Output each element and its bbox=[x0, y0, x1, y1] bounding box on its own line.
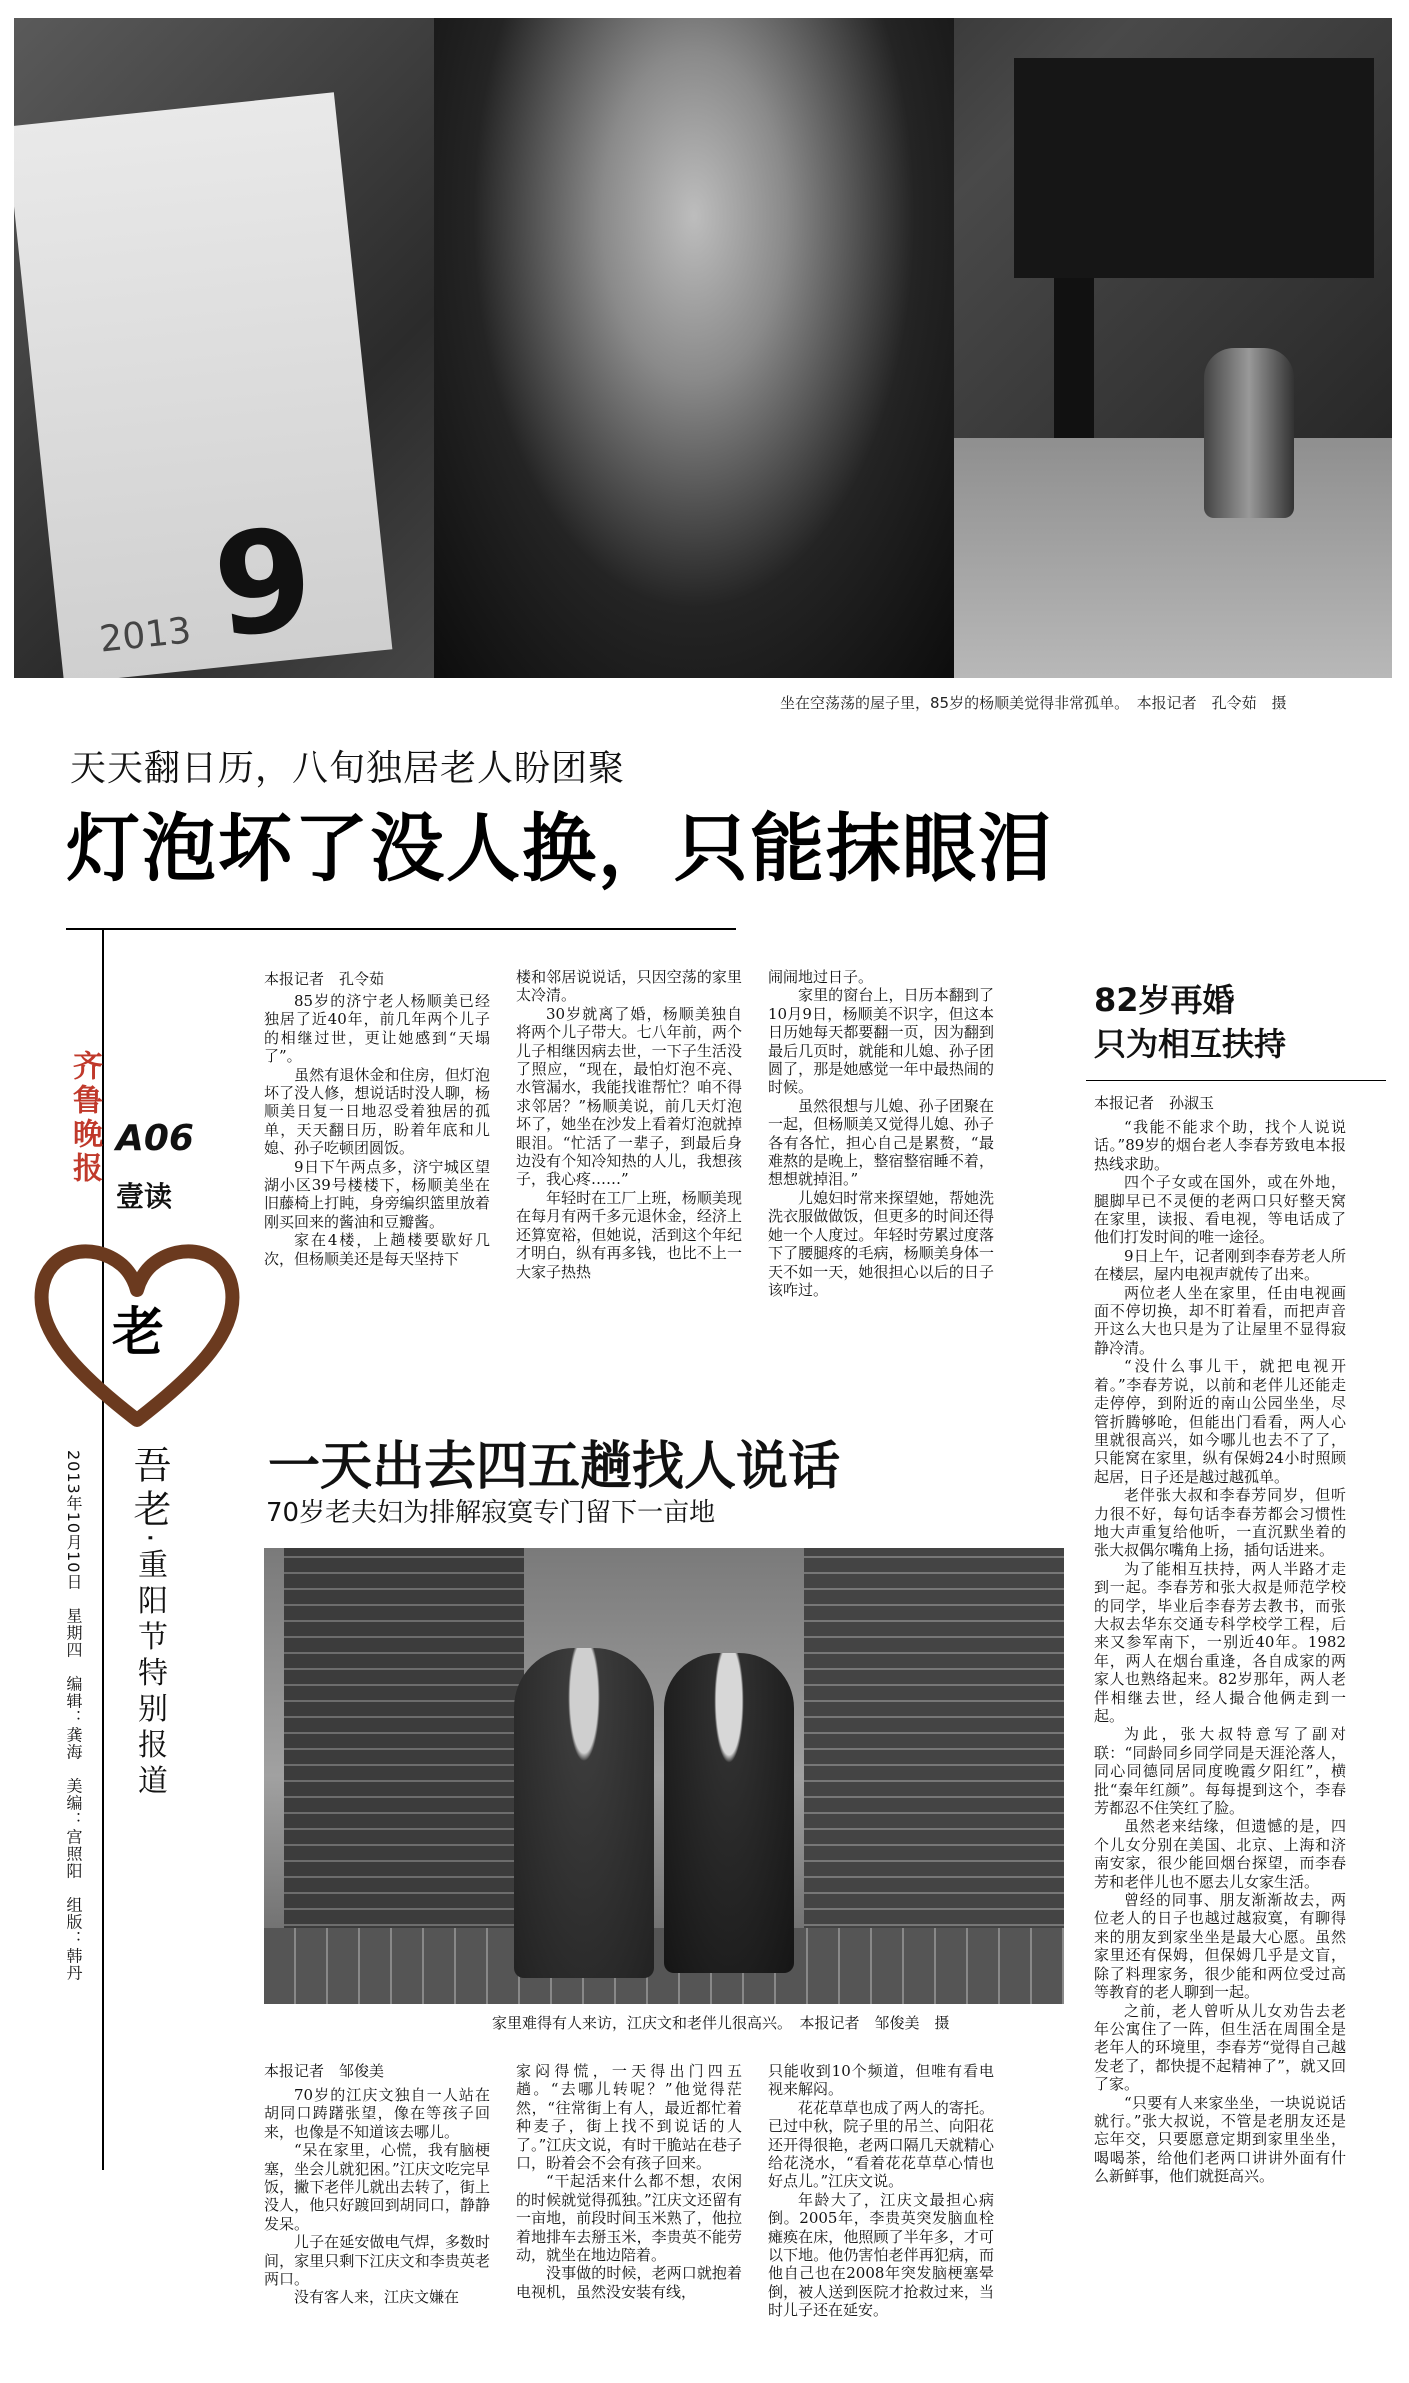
column-title-text: 吾老 bbox=[127, 1445, 171, 1533]
paragraph: 四个子女或在国外，或在外地，腿脚早已不灵便的老两口只好整天窝在家里，读报、看电视，等电话成了他们打发时间的唯一途径。 bbox=[1094, 1173, 1346, 1247]
paragraph: 虽然有退休金和住房，但灯泡坏了没人修，想说话时没人聊，杨顺美日复一日地忍受着独居的孤单，天天翻日历，盼着年底和儿媳、孙子吃顿团圆饭。 bbox=[264, 1065, 490, 1158]
paragraph: 9日上午，记者刚到李春芳老人所在楼层，屋内电视声就传了出来。 bbox=[1094, 1246, 1346, 1284]
column-title bbox=[122, 1445, 177, 1801]
floor-shape bbox=[954, 438, 1392, 678]
calendar-day: 9 bbox=[206, 497, 321, 670]
story2-column-2 bbox=[516, 2062, 742, 2376]
elderly-woman-figure bbox=[664, 1653, 794, 1973]
paragraph: 两位老人坐在家里，任由电视画面不停切换，却不盯着看，而把声音开这么大也只是为了让屋里不显得寂静冷清。 bbox=[1094, 1283, 1346, 1357]
section-name: 壹读 bbox=[116, 1180, 173, 1213]
story1-column-1 bbox=[264, 992, 490, 1342]
story2-column-3 bbox=[768, 2062, 994, 2376]
paragraph: 虽然老来结缘，但遗憾的是，四个儿女分别在美国、北京、上海和济南安家，很少能回烟台探望，而李春芳和老伴儿也不愿去儿女家生活。 bbox=[1094, 1817, 1346, 1891]
paragraph: 没事做的时候，老两口就抱着电视机，虽然没安装有线， bbox=[516, 2264, 742, 2301]
story2-byline: 本报记者 邹俊美 bbox=[264, 2062, 385, 2080]
side-story-headline bbox=[1094, 978, 1286, 1066]
column-subtitle: ·重阳节特别报道 bbox=[132, 1533, 167, 1801]
paragraph: 花花草草也成了两人的寄托。已过中秋，院子里的吊兰、向阳花还开得很艳，老两口隔几天就精心给花浇水，“看着花花草草心情也好点儿。”江庆文说。 bbox=[768, 2098, 994, 2191]
side-story-column bbox=[1094, 1118, 1346, 2373]
paragraph: 之前，老人曾听从儿女劝告去老年公寓住了一阵，但生活在周围全是老年人的环境里，李春芳“觉得自己越发老了，都快提不起精神了”，就又回了家。 bbox=[1094, 2001, 1346, 2094]
headline-rule bbox=[66, 928, 736, 930]
story1-column-2 bbox=[516, 968, 742, 1342]
paragraph: “呆在家里，心慌，我有脑梗塞，坐会儿就犯困。”江庆文吃完早饭，撇下老伴儿就出去转了，街上没人，他只好踱回到胡同口，静静发呆。 bbox=[264, 2141, 490, 2233]
edition-meta: 2013年10月10日 星期四 编辑：龚海 美编：宫照阳 组版：韩丹 bbox=[64, 1450, 83, 1982]
elderly-woman-figure bbox=[434, 18, 954, 678]
story1-byline: 本报记者 孔令茹 bbox=[264, 970, 385, 988]
paragraph: 闹闹地过日子。 bbox=[768, 968, 874, 986]
side-story-byline: 本报记者 孙淑玉 bbox=[1094, 1094, 1215, 1112]
story2-column-1 bbox=[264, 2086, 490, 2376]
paragraph: 虽然很想与儿媳、孙子团聚在一起，但杨顺美又觉得儿媳、孙子各有各忙，担心自己是累赘，“最难熬的是晚上，整宿整宿睡不着，想想就掉泪。” bbox=[768, 1096, 994, 1189]
paragraph: “干起活来什么都不想，农闲的时候就觉得孤独。”江庆文还留有一亩地，前段时间玉米熟了，他拉着地排车去掰玉米，李贵英不能劳动，就坐在地边陪着。 bbox=[516, 2172, 742, 2265]
photo-elderly-couple bbox=[264, 1548, 1064, 2004]
paragraph: 30岁就离了婚，杨顺美独自将两个儿子带大。七八年前，两个儿子相继因病去世，一下子生活没了照应，“现在，最怕灯泡不亮、水管漏水，我能找谁帮忙？咱不得求邻居？”杨顺美说，前几天灯泡坏了，她坐在沙发上看着灯泡就掉眼泪。“忙活了一辈子，到最后身边没有个知冷知热的人儿，我想孩子，我心疼……” bbox=[516, 1004, 742, 1189]
story2-headline: 一天出去四五趟找人说话 bbox=[268, 1437, 841, 1497]
paragraph: 儿子在延安做电气焊，多数时间，家里只剩下江庆文和李贵英老两口。 bbox=[264, 2233, 490, 2289]
calendar-year: 2013 bbox=[97, 610, 194, 661]
paragraph: “没什么事儿干，就把电视开着。”李春芳说，以前和老伴儿还能走走停停，到附近的南山公园坐坐，尽管折腾够呛，但能出门看看，两人心里就很高兴，如今哪儿也去不了了，只能窝在家里，纵有保姆24小时照顾起居，日子还是越过越孤单。 bbox=[1094, 1357, 1346, 1486]
side-story-rule bbox=[1086, 1080, 1386, 1081]
side-headline-line2: 只为相互扶持 bbox=[1094, 1025, 1287, 1063]
story2-subhead: 70岁老夫妇为排解寂寞专门留下一亩地 bbox=[266, 1498, 716, 1528]
paragraph: 9日下午两点多，济宁城区望湖小区39号楼楼下，杨顺美坐在旧藤椅上打盹，身旁编织篮里放着刚买回来的酱油和豆瓣酱。 bbox=[264, 1157, 490, 1231]
paragraph: 家闷得慌，一天得出门四五趟。“去哪儿转呢？”他觉得茫然，“往常街上有人，最近都忙着种麦子，街上找不到说话的人了。”江庆文说，有时干脆站在巷子口，盼着会不会有孩子回来。 bbox=[516, 2062, 742, 2173]
paragraph: 曾经的同事、朋友渐渐故去，两位老人的日子也越过越寂寞，有聊得来的朋友到家坐坐是最大心愿。虽然家里还有保姆，但保姆几乎是文盲，除了料理家务，很少能和两位受过高等教育的老人聊到一起。 bbox=[1094, 1891, 1346, 2002]
calendar-image bbox=[14, 92, 392, 678]
photo-elderly-woman-with-calendar bbox=[14, 18, 1392, 678]
page-number: A06 bbox=[116, 1118, 194, 1159]
heart-center-char: 老 bbox=[112, 1303, 165, 1363]
photo2-caption: 家里难得有人来访，江庆文和老伴儿很高兴。 本报记者 邹俊美 摄 bbox=[492, 2014, 950, 2032]
paragraph: 只能收到10个频道，但唯有看电视来解闷。 bbox=[768, 2062, 994, 2099]
paragraph: 楼和邻居说说话，只因空荡的家里太冷清。 bbox=[516, 968, 742, 1005]
elderly-man-figure bbox=[514, 1648, 654, 1978]
paragraph: 年龄大了，江庆文最担心病倒。2005年，李贵英突发脑血栓瘫痪在床，他照顾了半年多，才可以下地。他仍害怕老伴再犯病，而他自己也在2008年突发脑梗塞晕倒，被人送到医院才抢救过来，当时儿子还在延安。 bbox=[768, 2190, 994, 2320]
paragraph: 没有客人来，江庆文嫌在 bbox=[294, 2288, 460, 2307]
paragraph: “我能不能求个助，找个人说说话。”89岁的烟台老人李春芳致电本报热线求助。 bbox=[1094, 1118, 1346, 1173]
paragraph: 家在4楼，上趟楼要歇好几次，但杨顺美还是每天坚持下 bbox=[264, 1231, 490, 1268]
table-shape bbox=[1014, 58, 1374, 278]
thermos-shape bbox=[1204, 348, 1294, 518]
story1-kicker: 天天翻日历，八旬独居老人盼团聚 bbox=[70, 748, 626, 789]
paragraph: 为了能相互扶持，两人半路才走到一起。李春芳和张大叔是师范学校的同学，毕业后李春芳去教书，而张大叔去华东交通专科学校学工程，后来又参军南下，一别近40年。1982年，两人在烟台重逢，各自成家的两家人也熟络起来。82岁那年，两人老伴相继去世，经人撮合他俩走到一起。 bbox=[1094, 1559, 1346, 1725]
story1-column-3 bbox=[768, 968, 994, 1342]
paragraph: 70岁的江庆文独自一人站在胡同口踌躇张望，像在等孩子回来，也像是不知道该去哪儿。 bbox=[264, 2086, 490, 2141]
paragraph: “只要有人来家坐坐，一块说说话就行。”张大叔说，不管是老朋友还是忘年交，只要愿意定期到家里坐坐，喝喝茶，给他们老两口讲讲外面有什么新鲜事，他们就挺高兴。 bbox=[1094, 2093, 1346, 2186]
paragraph: 家里的窗台上，日历本翻到了10月9日，杨顺美不识字，但这本日历她每天都要翻一页，因为翻到最后几页时，就能和儿媳、孙子团圆了，那是她感觉一年中最热闹的时候。 bbox=[768, 986, 994, 1097]
paragraph: 老伴张大叔和李春芳同岁，但听力很不好，每句话李春芳都会习惯性地大声重复给他听，一直沉默坐着的张大叔偶尔嘴角上扬，插句话进来。 bbox=[1094, 1486, 1346, 1560]
photo1-caption: 坐在空荡荡的屋子里，85岁的杨顺美觉得非常孤单。 本报记者 孔令茹 摄 bbox=[780, 694, 1287, 712]
paragraph: 为此，张大叔特意写了副对联：“同龄同乡同学同是天涯沦落人，同心同德同居同度晚霞夕阳红”，横批“秦年红颜”。每每提到这个，李春芳都忍不住笑红了脸。 bbox=[1094, 1725, 1346, 1818]
story1-headline: 灯泡坏了没人换，只能抹眼泪 bbox=[66, 806, 1054, 892]
paragraph: 年轻时在工厂上班，杨顺美现在每月有两千多元退休金，经济上还算宽裕，但她说，活到这个年纪才明白，纵有再多钱，也比不上一大家子热热 bbox=[516, 1188, 742, 1281]
paragraph: 85岁的济宁老人杨顺美已经独居了近40年，前几年两个儿子的相继过世，更让她感到“天塌了”。 bbox=[264, 992, 490, 1066]
paragraph: 儿媳妇时常来探望她，帮她洗洗衣服做做饭，但更多的时间还得她一个人度过。年轻时劳累过度落下了腰腿疼的毛病，杨顺美身体一天不如一天，她很担心以后的日子该咋过。 bbox=[768, 1188, 994, 1299]
paper-logo: 齐鲁晚报 bbox=[67, 1050, 102, 1186]
side-headline-line1: 82岁再婚 bbox=[1094, 981, 1235, 1019]
